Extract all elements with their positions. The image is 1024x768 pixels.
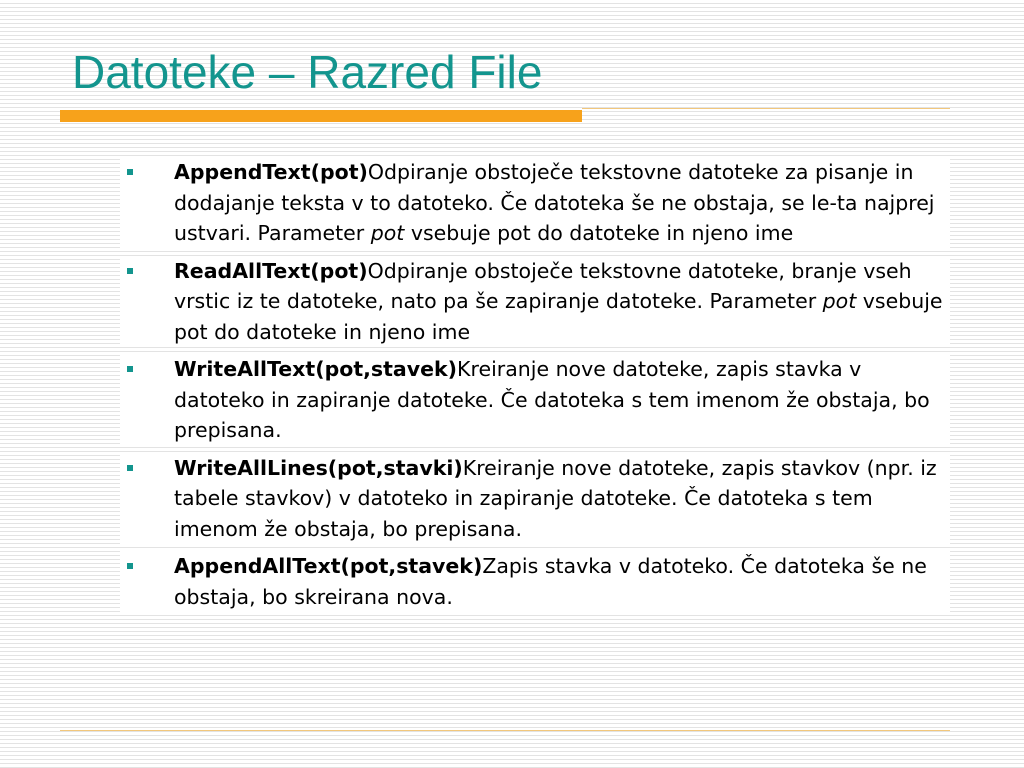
method-description: Odpiranje obstoječe tekstovne datoteke, branje vseh vrstic iz te datoteke, nato pa še zapiranje datoteke. Parameter xyxy=(174,258,912,313)
method-description-end: vsebuje pot do datoteke in njeno ime xyxy=(404,221,794,245)
square-bullet-icon xyxy=(127,268,133,274)
parameter-name: pot xyxy=(822,289,857,313)
square-bullet-icon xyxy=(127,465,133,471)
bullet-item-writealllines xyxy=(120,453,950,545)
parameter-name: pot xyxy=(370,221,405,245)
method-name: AppendAllText(pot,stavek) xyxy=(174,554,483,578)
square-bullet-icon xyxy=(127,563,133,569)
bullet-list xyxy=(120,157,950,619)
bullet-item-writealltext xyxy=(120,354,950,446)
bullet-item-readalltext xyxy=(120,256,950,348)
method-description: Odpiranje obstoječe tekstovne datoteke za pisanje in dodajanje teksta v to datoteko. Če datoteka še ne obstaja, se le-ta najprej ustvari. Parameter xyxy=(174,160,935,245)
method-description: Kreiranje nove datoteke, zapis stavkov (npr. iz tabele stavkov) v datoteko in zapiranje datoteke. Če datoteka s tem imenom že obstaja, bo prepisana. xyxy=(174,455,937,541)
footer-divider-line xyxy=(60,730,950,731)
bullet-item-appendalltext xyxy=(120,551,950,612)
title-underline-bar xyxy=(60,110,582,122)
method-description-end: vsebuje pot do datoteke in njeno ime xyxy=(174,289,943,344)
square-bullet-icon xyxy=(127,169,133,175)
method-description: Kreiranje nove datoteke, zapis stavka v datoteko in zapiranje datoteke. Če datoteka s tem imenom že obstaja, bo prepisana. xyxy=(174,357,930,442)
bullet-item-appendtext xyxy=(120,157,950,249)
method-name: ReadAllText(pot) xyxy=(174,258,368,283)
slide-title: Datoteke – Razred File xyxy=(72,46,543,98)
method-name: AppendText(pot) xyxy=(174,160,368,184)
title-divider-line xyxy=(582,108,950,109)
square-bullet-icon xyxy=(127,366,133,372)
method-description: Zapis stavka v datoteko. Če datoteka še ne obstaja, bo skreirana nova. xyxy=(174,554,927,609)
method-name: WriteAllLines(pot,stavki) xyxy=(174,455,463,480)
method-name: WriteAllText(pot,stavek) xyxy=(174,357,458,381)
